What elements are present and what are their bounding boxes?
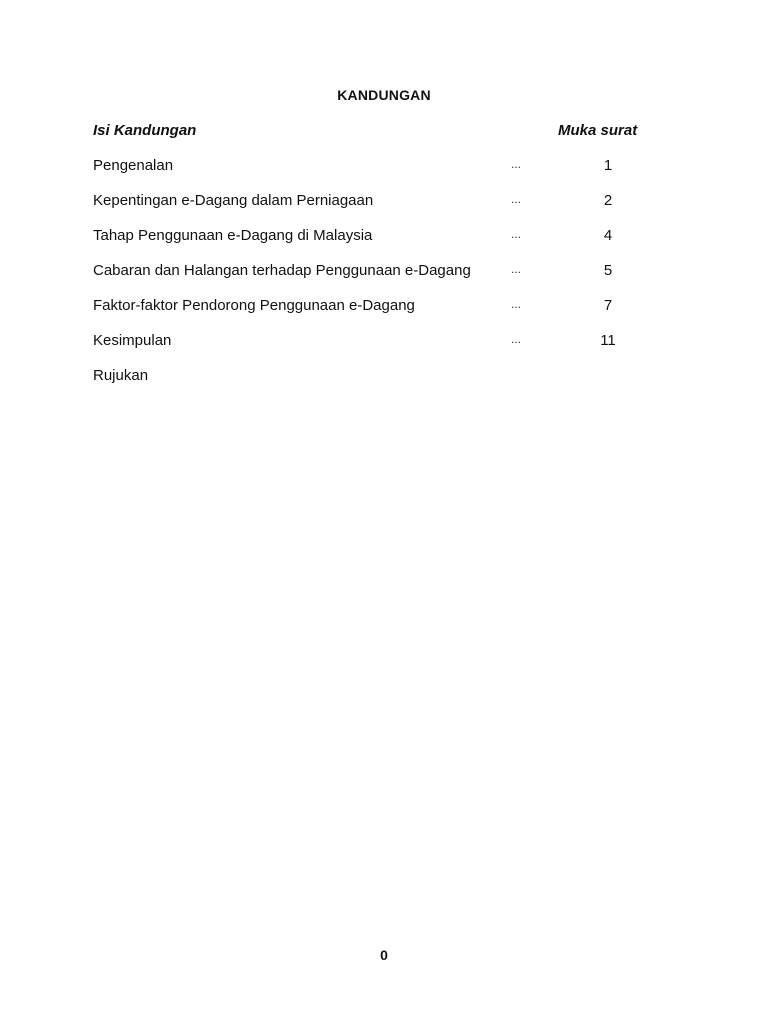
page-title: KANDUNGAN <box>337 87 431 103</box>
toc-entry-page: 11 <box>600 332 616 349</box>
toc-entry-leader: ... <box>511 192 522 206</box>
toc-entry-page: 2 <box>603 192 613 209</box>
toc-entry-label: Cabaran dan Halangan terhadap Penggunaan e-Dagang <box>93 262 471 279</box>
table-of-contents <box>93 157 693 402</box>
toc-entry-leader: ... <box>511 297 522 311</box>
toc-entry-label: Kepentingan e-Dagang dalam Perniagaan <box>93 192 374 209</box>
toc-entry-label: Tahap Penggunaan e-Dagang di Malaysia <box>93 227 373 244</box>
toc-entry-rujukan <box>93 367 693 402</box>
toc-entry-leader: ... <box>511 157 522 171</box>
toc-entry-cabaran <box>93 262 693 297</box>
toc-entry-label: Kesimpulan <box>93 332 172 349</box>
toc-entry-page: 1 <box>603 157 613 174</box>
footer-page-number: 0 <box>380 947 388 963</box>
toc-entry-faktor <box>93 297 693 332</box>
toc-entry-page: 7 <box>603 297 613 314</box>
toc-entry-label: Rujukan <box>93 367 149 384</box>
toc-entry-pengenalan <box>93 157 693 192</box>
toc-entry-label: Pengenalan <box>93 157 174 174</box>
toc-entry-page: 5 <box>603 262 613 279</box>
toc-entry-leader: ... <box>511 262 522 276</box>
toc-entry-leader: ... <box>511 332 522 346</box>
page-column-header: Muka surat <box>558 122 638 139</box>
toc-entry-kepentingan <box>93 192 693 227</box>
toc-entry-tahap <box>93 227 693 262</box>
toc-entry-label: Faktor-faktor Pendorong Penggunaan e-Dagang <box>93 297 415 314</box>
toc-entry-page: 4 <box>603 227 613 244</box>
toc-entry-kesimpulan <box>93 332 693 367</box>
toc-entry-leader: ... <box>511 227 522 241</box>
contents-column-header: Isi Kandungan <box>93 122 197 139</box>
